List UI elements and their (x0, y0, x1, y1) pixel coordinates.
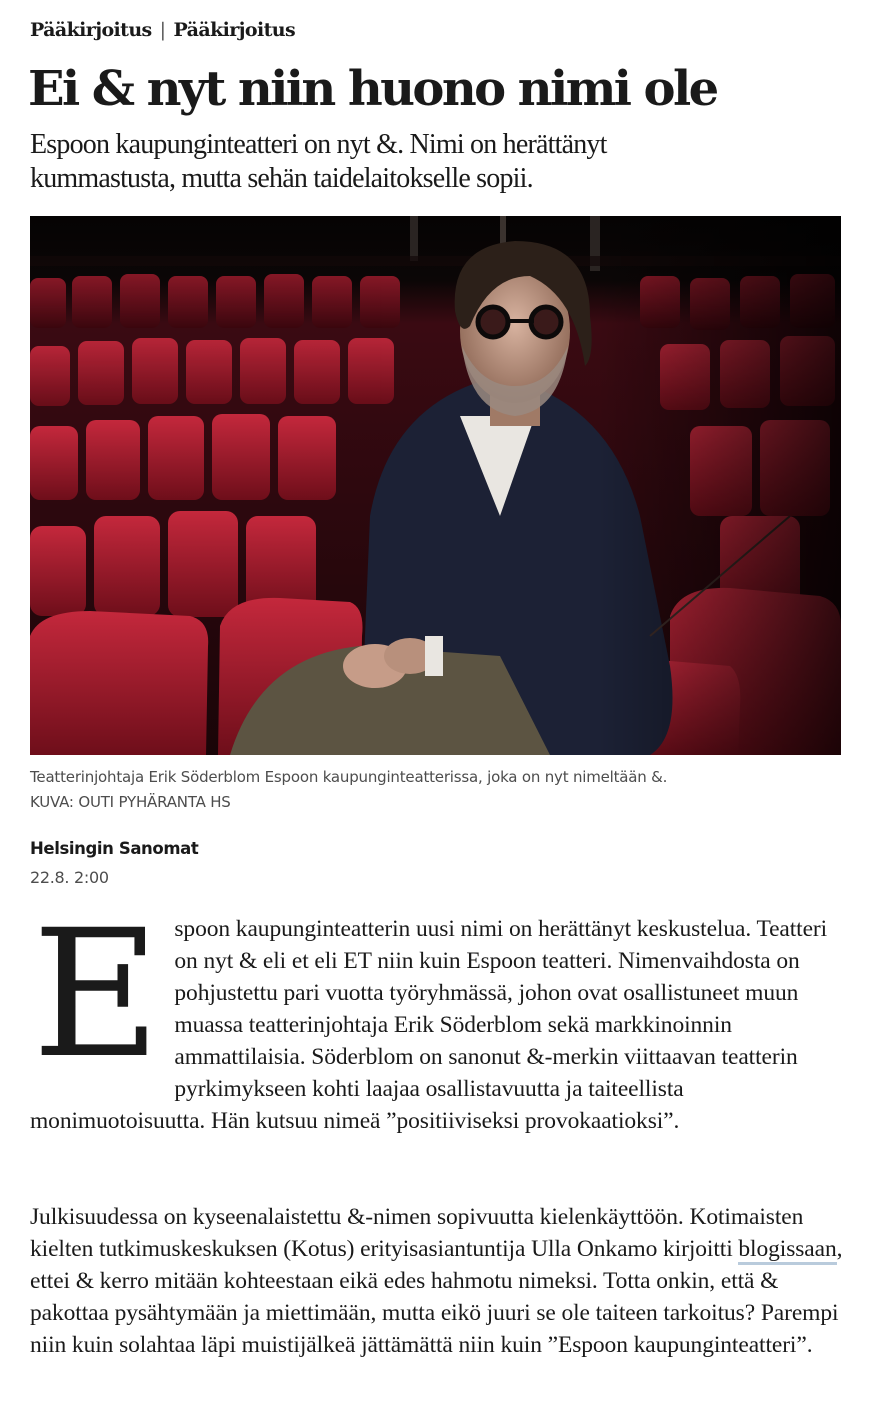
photo-caption (30, 765, 830, 815)
subsection-link[interactable]: Pääkirjoitus (173, 19, 296, 41)
publisher-name: Helsingin Sanomat (30, 839, 199, 858)
article-headline: Ei & nyt niin huono nimi ole (28, 61, 717, 117)
paragraph-1-text: spoon kaupunginteatterin uusi nimi on herättänyt keskustelua. Teatteri on nyt & eli et eli ET niin kuin Espoon teatteri. Nimenvaihdosta on pohjustettu pari vuotta työryhmässä, johon ovat osallistuneet muun muassa teatterinjohtaja Erik Söderblom sekä markkinoinnin ammattilaisia. Söderblom on sanonut &-merkin viittaavan teatterin pyrkimykseen kohti laajaa osallistavuutta ja taiteellista monimuotoisuutta. Hän kutsuu nimeä ”positiiviseksi provokaatioksi”. (30, 916, 828, 1134)
photo-credit: KUVA: OUTI PYHÄRANTA HS (30, 793, 231, 811)
article-paragraph-1 (30, 892, 850, 1137)
publish-date: 22.8. 2:00 (30, 868, 109, 887)
paragraph-2-text-b: , ettei & kerro mitään kohteestaan eikä edes hahmotu nimeksi. Totta onkin, että & pakottaa pysähtymään ja miettimään, mutta eikö juuri se ole taiteen tarkoitus? Parempi niin kuin solahtaa läpi muistijälkeä jättämättä niin kuin ”Espoon kaupunginteatteri”. (30, 1236, 843, 1358)
kicker-separator: | (159, 19, 166, 41)
section-kicker (30, 17, 295, 43)
drop-cap: E (32, 892, 161, 1097)
blog-link[interactable]: blogissaan (738, 1236, 836, 1265)
theatre-portrait-illustration (30, 216, 841, 755)
article-paragraph-2 (30, 1201, 850, 1361)
article-photo[interactable] (30, 216, 841, 755)
paragraph-2-text-a: Julkisuudessa on kyseenalaistettu &-nimen sopivuutta kielenkäyttöön. Kotimaisten kielten tutkimuskeskuksen (Kotus) erityisasiantuntija Ulla Onkamo kirjoitti (30, 1204, 804, 1262)
caption-text: Teatterinjohtaja Erik Söderblom Espoon kaupunginteatterissa, joka on nyt nimeltään &. (30, 768, 668, 786)
section-link[interactable]: Pääkirjoitus (30, 19, 152, 41)
article-lead: Espoon kaupunginteatteri on nyt &. Nimi on herättänyt kummastusta, mutta sehän taidelaitokselle sopii. (30, 129, 607, 194)
